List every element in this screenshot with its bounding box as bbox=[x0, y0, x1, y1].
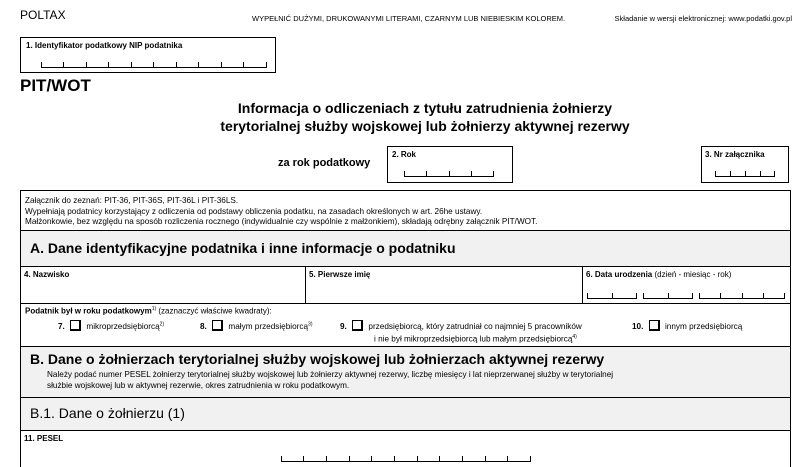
option-micro-text: mikroprzedsiębiorcą bbox=[86, 322, 160, 331]
option-small-text: małym przedsiębiorcą bbox=[228, 322, 309, 331]
checkbox-other[interactable] bbox=[649, 320, 660, 331]
divider bbox=[20, 303, 791, 304]
pesel-comb bbox=[281, 456, 531, 462]
birth-date-label: 6. Data urodzenia bbox=[586, 270, 653, 279]
taxpayer-type-note: (zaznaczyć właściwe kwadraty): bbox=[158, 306, 272, 316]
taxpayer-type-sup: 1) bbox=[151, 306, 157, 312]
option-five-text2: i nie był mikroprzedsiębiorcą lub małym przedsiębiorcą bbox=[374, 334, 573, 344]
birth-month-comb bbox=[643, 293, 693, 299]
section-b-line2: służbie wojskowej lub w aktywnej rezerwie, okres zatrudnienia w roku podatkowym. bbox=[47, 381, 350, 390]
intro-line2: Wypełniają podatnicy korzystający z odliczenia od podstawy obliczenia podatku, na zasadach określonych w art. 26he ustawy. bbox=[25, 206, 483, 216]
section-b-title: B. Dane o żołnierzach terytorialnej służby wojskowej lub żołnierzach aktywnej rezerwy bbox=[30, 351, 605, 367]
nip-comb bbox=[41, 62, 267, 68]
option-micro-sup: 2) bbox=[159, 321, 165, 328]
form-code: PIT/WOT bbox=[20, 76, 91, 95]
surname-field[interactable] bbox=[21, 267, 305, 302]
taxpayer-type-label: Podatnik był w roku podatkowym bbox=[25, 306, 152, 316]
form-title-line2: terytorialnej służby wojskowej lub żołnierzy aktywnej rezerwy bbox=[220, 118, 630, 134]
checkbox-five-employees[interactable] bbox=[352, 320, 363, 331]
option-five-sup: 4) bbox=[572, 334, 577, 340]
year-comb bbox=[404, 171, 494, 177]
nip-field[interactable] bbox=[20, 37, 276, 73]
birth-year-comb bbox=[699, 293, 785, 299]
checkbox-small[interactable] bbox=[212, 320, 223, 331]
option-five-text: przedsiębiorcą, który zatrudniał co najmniej 5 pracowników bbox=[368, 322, 582, 331]
first-name-label: 5. Pierwsze imię bbox=[309, 270, 371, 279]
attachment-number-label: 3. Nr załącznika bbox=[705, 150, 765, 159]
checkbox-micro[interactable] bbox=[70, 320, 81, 331]
intro-line3: Małżonkowie, bez względu na sposób rozliczenia rocznego (indywidualnie czy wspólnie z małżonkiem), składają odrębny załącznik PIT/WOT. bbox=[25, 217, 538, 226]
attachment-comb bbox=[715, 171, 775, 177]
intro-text bbox=[25, 196, 537, 228]
instruction-text: WYPEŁNIĆ DUŻYMI, DRUKOWANYMI LITERAMI, CZARNYM LUB NIEBIESKIM KOLOREM. bbox=[252, 14, 566, 23]
section-b-line1: Należy podać numer PESEL żołnierzy terytorialnej służby wojskowej lub żołnierzy aktywnej rezerwy, liczbę miesięcy i lat nieprzerwanej służby w terytorialnej bbox=[47, 370, 614, 379]
pesel-label: 11. PESEL bbox=[24, 434, 64, 443]
year-prefix: za rok podatkowy bbox=[278, 157, 371, 169]
year-field[interactable] bbox=[387, 146, 513, 183]
option-small[interactable] bbox=[200, 320, 313, 331]
section-b1-title: B.1. Dane o żołnierzu (1) bbox=[30, 405, 185, 421]
form-title bbox=[0, 99, 800, 135]
form-title-line1: Informacja o odliczeniach z tytułu zatrudnienia żołnierzy bbox=[237, 100, 613, 116]
surname-label: 4. Nazwisko bbox=[24, 270, 70, 279]
option-other-text: innym przedsiębiorcą bbox=[664, 322, 743, 331]
nip-label: 1. Identyfikator podatkowy NIP podatnika bbox=[26, 41, 183, 50]
birth-date-format: (dzień - miesiąc - rok) bbox=[654, 270, 732, 279]
option-five-employees[interactable] bbox=[340, 320, 582, 345]
option-small-number: 8. bbox=[200, 322, 207, 331]
pesel-field[interactable] bbox=[21, 431, 790, 467]
option-other[interactable] bbox=[632, 320, 742, 331]
electronic-filing-note: Składanie w wersji elektronicznej: www.podatki.gov.pl bbox=[614, 14, 792, 23]
attachment-number-field[interactable] bbox=[701, 146, 789, 183]
birth-date-field[interactable] bbox=[583, 267, 790, 302]
option-five-number: 9. bbox=[340, 322, 347, 331]
option-small-sup: 3) bbox=[308, 321, 313, 328]
option-micro-number: 7. bbox=[58, 322, 65, 331]
taxpayer-type-question bbox=[25, 306, 272, 316]
brand-label: POLTAX bbox=[20, 8, 66, 22]
option-other-number: 10. bbox=[632, 322, 644, 331]
first-name-field[interactable] bbox=[306, 267, 582, 302]
section-b-description bbox=[47, 369, 613, 391]
section-a-title: A. Dane identyfikacyjne podatnika i inne informacje o podatniku bbox=[30, 240, 456, 256]
birth-day-comb bbox=[587, 293, 637, 299]
year-label: 2. Rok bbox=[392, 150, 417, 159]
intro-line1: Załącznik do zeznań: PIT-36, PIT-36S, PIT-36L i PIT-36LS. bbox=[25, 196, 239, 205]
option-micro[interactable] bbox=[58, 320, 164, 331]
